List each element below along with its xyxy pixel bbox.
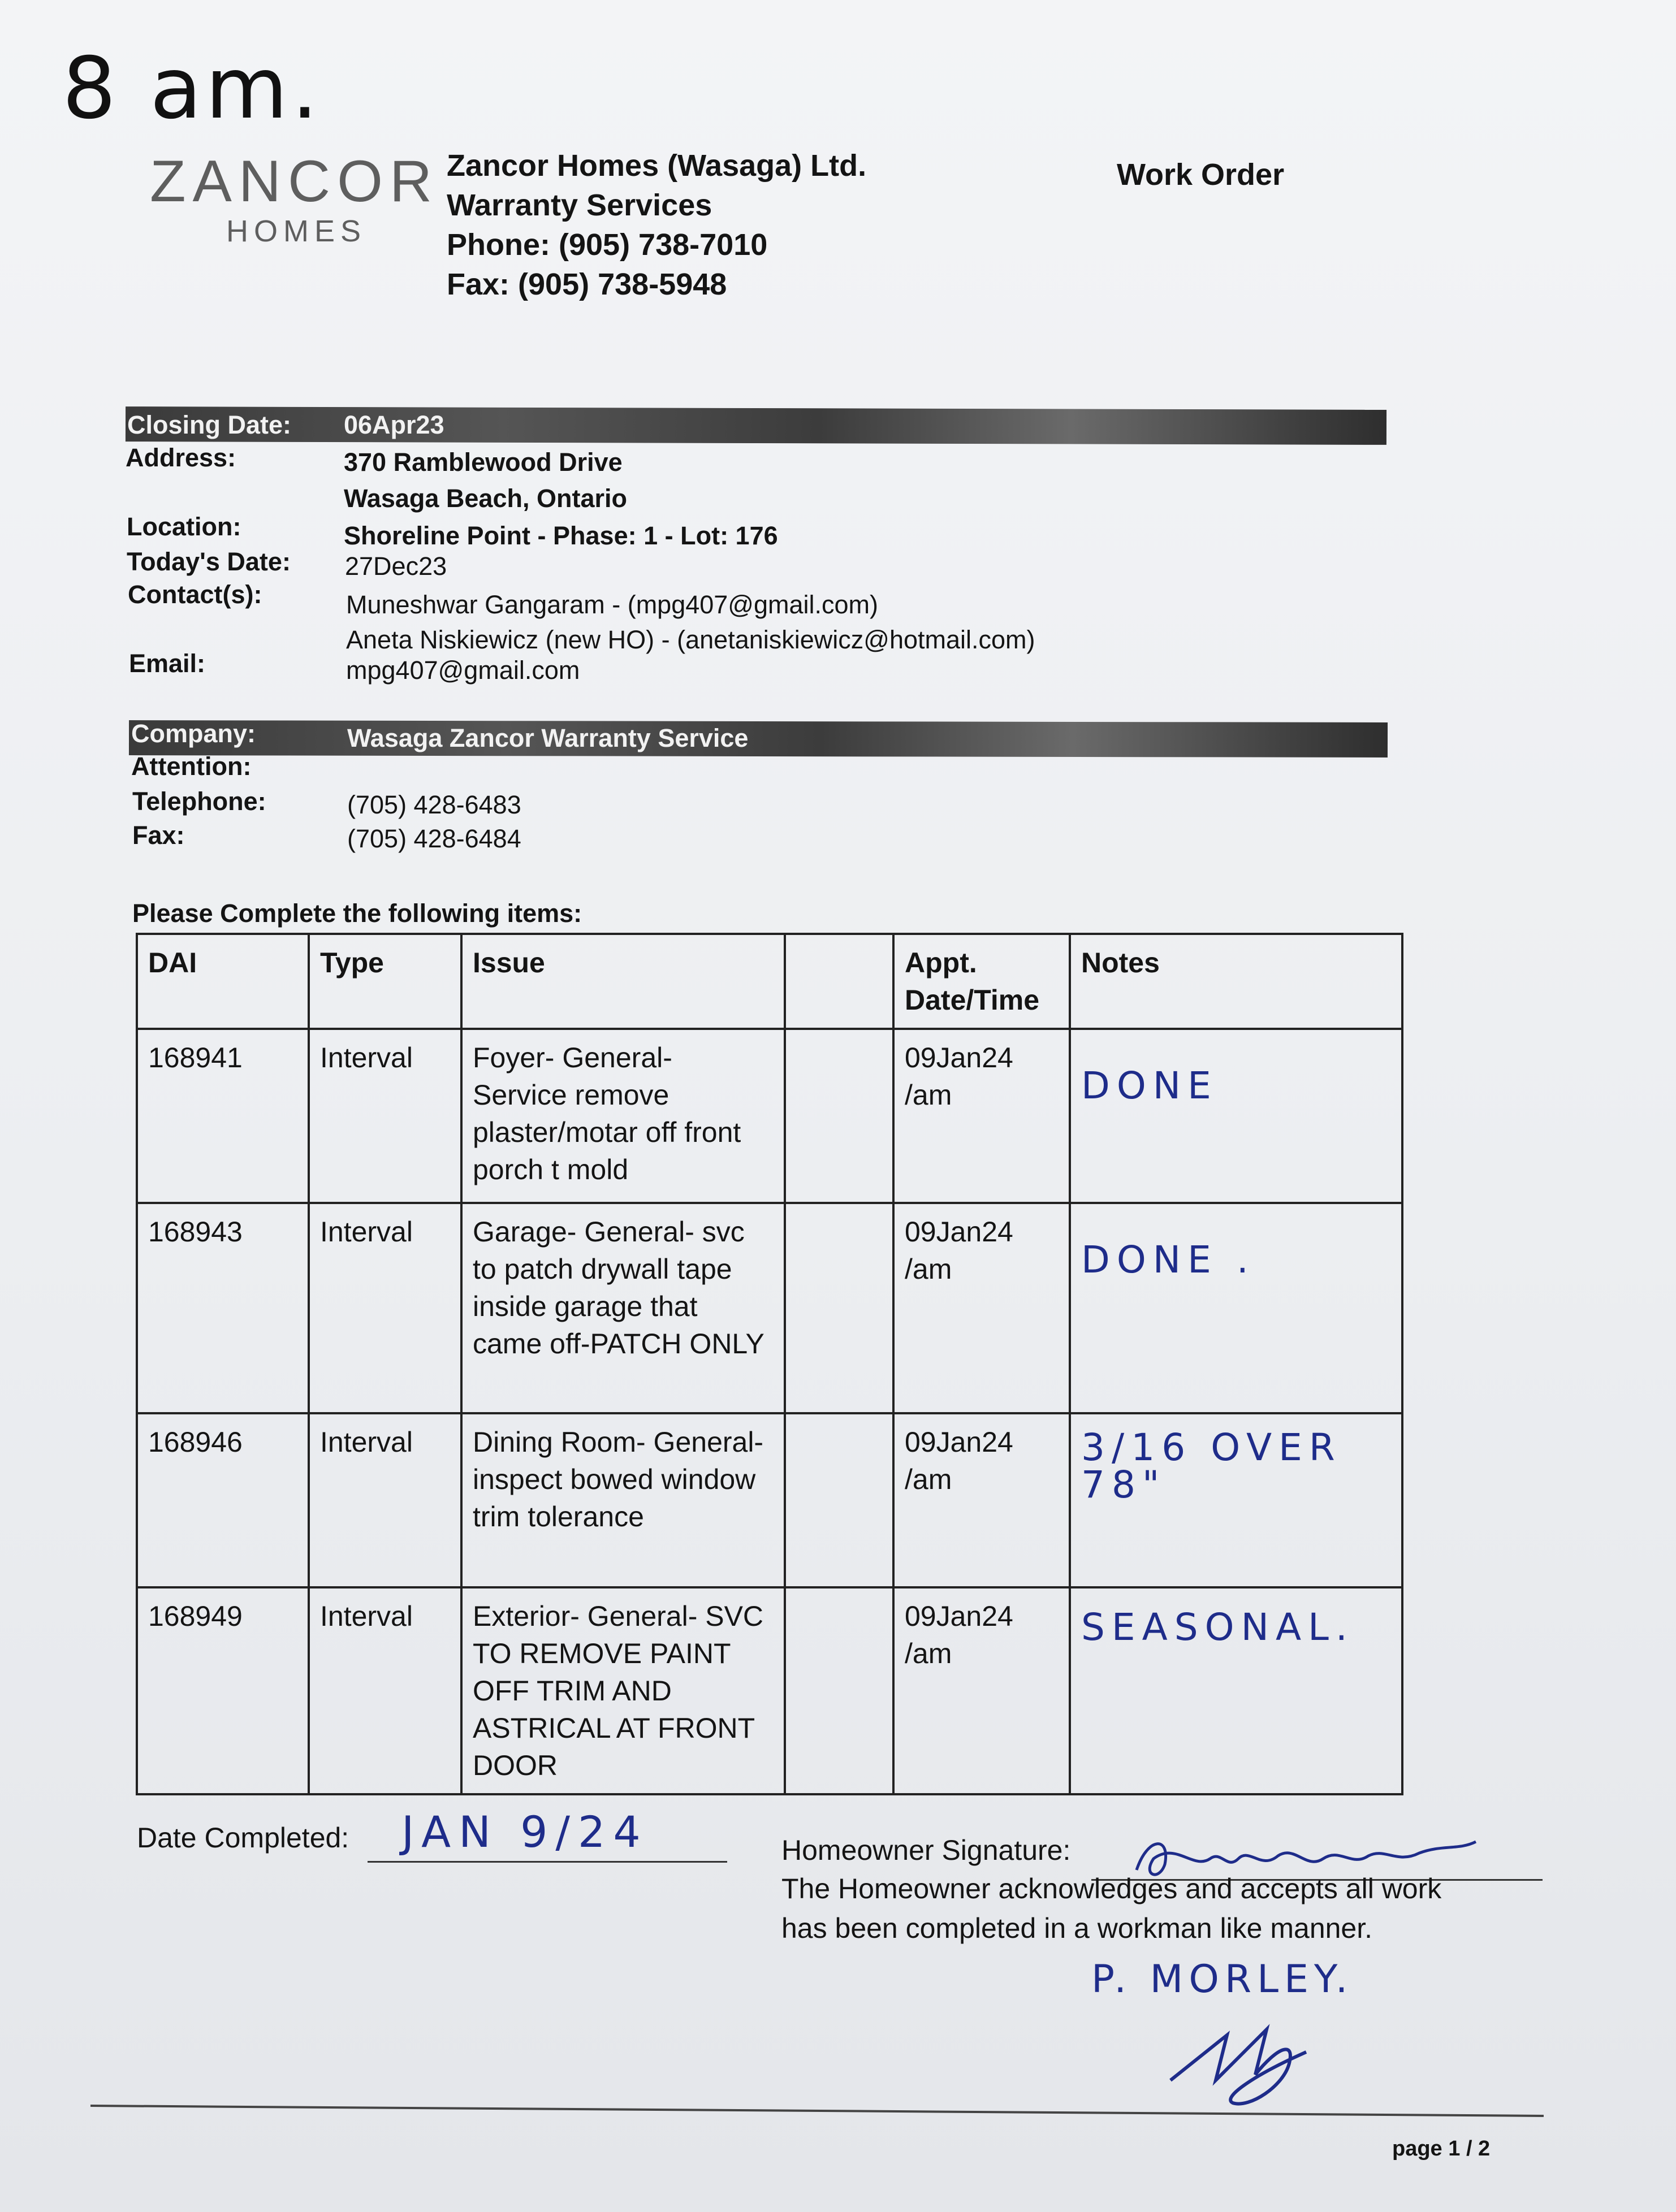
cell-notes — [1070, 1587, 1402, 1794]
cell-dai: 168941 — [137, 1029, 309, 1203]
company-name: Zancor Homes (Wasaga) Ltd. — [447, 149, 867, 183]
closing-date-bar — [126, 406, 1386, 445]
cell-blank — [785, 1029, 893, 1203]
date-completed-label: Date Completed: — [137, 1822, 349, 1854]
appt-date: 09Jan24 — [905, 1216, 1013, 1248]
cell-type: Interval — [309, 1587, 461, 1794]
cell-dai: 168949 — [137, 1587, 309, 1794]
cell-issue: Foyer- General- Service remove plaster/motar off front porch t mold — [461, 1029, 785, 1203]
cell-type: Interval — [309, 1203, 461, 1413]
contacts-label: Contact(s): — [128, 580, 262, 609]
telephone-value: (705) 428-6483 — [347, 790, 521, 819]
cell-issue: Dining Room- General- inspect bowed window trim tolerance — [461, 1413, 785, 1587]
company-bar — [129, 720, 1388, 757]
technician-name: P. MORLEY. — [1091, 1957, 1354, 2002]
homeowner-ack-line1: The Homeowner acknowledges and accepts all work — [781, 1873, 1442, 1904]
cell-notes — [1070, 1413, 1402, 1587]
address-label: Address: — [126, 443, 236, 472]
service-company-label: Company: — [131, 719, 256, 748]
cell-type: Interval — [309, 1413, 461, 1587]
header-issue: Issue — [461, 934, 785, 1029]
cell-dai: 168943 — [137, 1203, 309, 1413]
location-value: Shoreline Point - Phase: 1 - Lot: 176 — [344, 521, 778, 550]
todays-date-label: Today's Date: — [127, 547, 291, 576]
cell-blank — [785, 1413, 893, 1587]
contact-line-2: Aneta Niskiewicz (new HO) - (anetaniskiewicz@hotmail.com) — [346, 625, 1035, 654]
cell-issue: Garage- General- svc to patch drywall tape inside garage that came off-PATCH ONLY — [461, 1203, 785, 1413]
appt-time: /am — [905, 1079, 952, 1111]
cell-appt — [893, 1413, 1070, 1587]
cell-appt — [893, 1203, 1070, 1413]
cell-appt — [893, 1029, 1070, 1203]
date-completed-value: JAN 9/24 — [401, 1807, 649, 1857]
header-type: Type — [309, 934, 461, 1029]
items-heading: Please Complete the following items: — [132, 899, 582, 928]
handwritten-note: SEASONAL. — [1081, 1605, 1354, 1649]
logo-wordmark: ZANCOR — [150, 149, 439, 214]
table-row — [137, 1029, 1402, 1203]
email-value: mpg407@gmail.com — [346, 656, 580, 685]
closing-date-value: 06Apr23 — [344, 410, 444, 439]
header-appt-line2: Date/Time — [905, 984, 1040, 1016]
table-header-row — [137, 934, 1402, 1029]
header-notes: Notes — [1070, 934, 1402, 1029]
location-label: Location: — [127, 512, 241, 541]
handwritten-note: DONE . — [1081, 1238, 1255, 1282]
date-completed-line — [368, 1861, 727, 1863]
logo-subtitle: HOMES — [226, 214, 367, 248]
appt-date: 09Jan24 — [905, 1426, 1013, 1458]
attention-label: Attention: — [131, 752, 252, 781]
header-appt-line1: Appt. — [905, 947, 977, 979]
table-row — [137, 1203, 1402, 1413]
table-row — [137, 1587, 1402, 1794]
handwritten-note: 3/16 OVER 78" — [1081, 1426, 1342, 1507]
technician-signature — [1165, 2012, 1346, 2114]
appt-date: 09Jan24 — [905, 1042, 1013, 1073]
company-header — [447, 146, 866, 304]
header-appt — [893, 934, 1070, 1029]
appt-time: /am — [905, 1253, 952, 1285]
table-row — [137, 1413, 1402, 1587]
service-company-value: Wasaga Zancor Warranty Service — [347, 724, 749, 752]
appt-time: /am — [905, 1638, 952, 1669]
closing-date-label: Closing Date: — [127, 410, 292, 439]
homeowner-signature-label: Homeowner Signature: — [781, 1834, 1071, 1866]
header-blank — [785, 934, 893, 1029]
cell-issue: Exterior- General- SVC TO REMOVE PAINT OFF TRIM AND ASTRICAL AT FRONT DOOR — [461, 1587, 785, 1794]
address-line2: Wasaga Beach, Ontario — [344, 484, 627, 513]
company-phone: Phone: (905) 738-7010 — [447, 228, 768, 262]
company-dept: Warranty Services — [447, 188, 712, 222]
work-items-table — [136, 933, 1403, 1795]
cell-appt — [893, 1587, 1070, 1794]
cell-blank — [785, 1587, 893, 1794]
company-fax: Fax: (905) 738-5948 — [447, 267, 727, 301]
appt-time: /am — [905, 1464, 952, 1495]
cell-notes — [1070, 1203, 1402, 1413]
email-label: Email: — [129, 649, 206, 678]
page-number: page 1 / 2 — [1392, 2137, 1491, 2161]
contact-line-1: Muneshwar Gangaram - (mpg407@gmail.com) — [346, 590, 879, 619]
service-fax-label: Fax: — [132, 821, 185, 850]
handwritten-note: DONE — [1081, 1064, 1218, 1107]
homeowner-ack-line2: has been completed in a workman like manner. — [781, 1912, 1373, 1944]
cell-blank — [785, 1203, 893, 1413]
address-line1: 370 Ramblewood Drive — [344, 448, 623, 477]
cell-dai: 168946 — [137, 1413, 309, 1587]
service-fax-value: (705) 428-6484 — [347, 824, 521, 853]
telephone-label: Telephone: — [132, 787, 266, 816]
header-dai: DAI — [137, 934, 309, 1029]
handwritten-time: 8 am. — [62, 40, 322, 138]
cell-type: Interval — [309, 1029, 461, 1203]
cell-notes — [1070, 1029, 1402, 1203]
todays-date-value: 27Dec23 — [345, 552, 447, 581]
appt-date: 09Jan24 — [905, 1600, 1013, 1632]
document-title: Work Order — [1117, 158, 1285, 192]
